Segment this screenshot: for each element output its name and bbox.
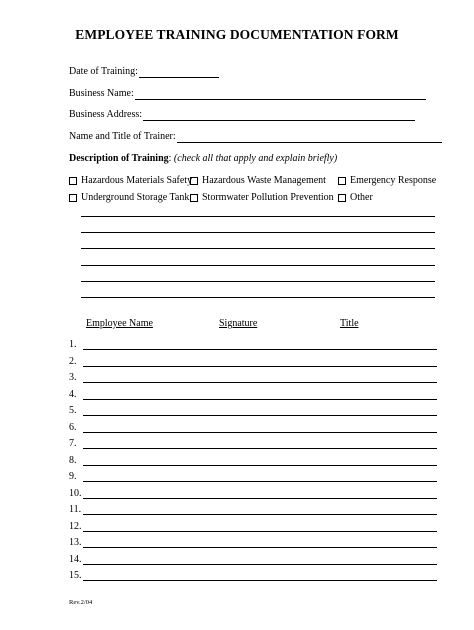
explanation-line[interactable] [81, 281, 435, 282]
employee-row-line[interactable] [83, 481, 437, 482]
row-number: 14. [69, 554, 82, 565]
checkbox-square-icon[interactable] [338, 177, 346, 185]
row-number: 8. [69, 455, 77, 466]
checkbox-square-icon[interactable] [69, 177, 77, 185]
employee-row-line[interactable] [83, 547, 437, 548]
row-number: 5. [69, 405, 77, 416]
business-name-label: Business Name: [69, 88, 134, 99]
trainer-row [69, 131, 442, 143]
explanation-line[interactable] [81, 232, 435, 233]
employee-row-line[interactable] [83, 415, 437, 416]
checkbox-stormwater-pollution-prevention[interactable] [190, 192, 334, 203]
business-address-row [69, 109, 415, 121]
employee-row [69, 521, 81, 533]
employee-row [69, 537, 81, 549]
checkbox-square-icon[interactable] [190, 194, 198, 202]
employee-row [69, 438, 81, 450]
explanation-line[interactable] [81, 216, 435, 217]
explanation-line[interactable] [81, 297, 435, 298]
employee-row-line[interactable] [83, 514, 437, 515]
employee-name-header: Employee Name [86, 318, 153, 329]
employee-row [69, 471, 81, 483]
trainer-field[interactable] [177, 133, 442, 143]
signature-header: Signature [219, 318, 258, 329]
employee-row [69, 488, 81, 500]
employee-row-line[interactable] [83, 382, 437, 383]
checkbox-hazardous-waste-management[interactable] [190, 175, 326, 186]
checkbox-other[interactable] [338, 192, 373, 203]
checkbox-label: Hazardous Waste Management [202, 175, 326, 186]
checkbox-label: Stormwater Pollution Prevention [202, 192, 334, 203]
row-number: 3. [69, 372, 77, 383]
employee-row-line[interactable] [83, 432, 437, 433]
revision-note: Rev.2/04 [69, 599, 93, 606]
title-header: Title [340, 318, 359, 329]
row-number: 2. [69, 356, 77, 367]
business-address-field[interactable] [143, 111, 415, 121]
description-hint: (check all that apply and explain briefly) [173, 153, 338, 164]
checkbox-square-icon[interactable] [69, 194, 77, 202]
row-number: 9. [69, 471, 77, 482]
employee-row [69, 339, 81, 351]
employee-row [69, 356, 81, 368]
employee-row-line[interactable] [83, 399, 437, 400]
description-label: Description of Training [69, 153, 169, 164]
employee-row-line[interactable] [83, 531, 437, 532]
checkbox-underground-storage-tank[interactable] [69, 192, 189, 203]
explanation-line[interactable] [81, 265, 435, 266]
employee-row [69, 422, 81, 434]
checkbox-label: Other [350, 192, 373, 203]
employee-row [69, 570, 81, 582]
employee-row [69, 405, 81, 417]
row-number: 6. [69, 422, 77, 433]
description-colon: : [168, 153, 174, 164]
form-title: EMPLOYEE TRAINING DOCUMENTATION FORM [75, 27, 399, 42]
employee-row-line[interactable] [83, 465, 437, 466]
checkbox-label: Hazardous Materials Safety [81, 175, 193, 186]
employee-row-line[interactable] [83, 498, 437, 499]
employee-row [69, 389, 81, 401]
row-number: 7. [69, 438, 77, 449]
row-number: 1. [69, 339, 77, 350]
employee-row-line[interactable] [83, 564, 437, 565]
row-number: 15. [69, 570, 82, 581]
checkbox-hazardous-materials-safety[interactable] [69, 175, 192, 186]
employee-row [69, 504, 81, 516]
date-of-training-label: Date of Training: [69, 66, 138, 77]
row-number: 4. [69, 389, 77, 400]
row-number: 10. [69, 488, 82, 499]
trainer-label: Name and Title of Trainer: [69, 131, 176, 142]
business-address-label: Business Address: [69, 109, 143, 120]
employee-row [69, 554, 81, 566]
row-number: 12. [69, 521, 82, 532]
business-name-row [69, 88, 426, 100]
row-number: 11. [69, 504, 82, 515]
checkbox-emergency-response[interactable] [338, 175, 436, 186]
checkbox-square-icon[interactable] [190, 177, 198, 185]
employee-row [69, 455, 81, 467]
row-number: 13. [69, 537, 82, 548]
employee-row-line[interactable] [83, 448, 437, 449]
description-heading [69, 153, 337, 164]
checkbox-label: Emergency Response [350, 175, 437, 186]
business-name-field[interactable] [135, 90, 426, 100]
checkbox-square-icon[interactable] [338, 194, 346, 202]
date-of-training-row [69, 66, 219, 78]
checkbox-label: Underground Storage Tank [81, 192, 190, 203]
employee-row-line[interactable] [83, 580, 437, 581]
date-of-training-field[interactable] [139, 68, 219, 78]
employee-row [69, 372, 81, 384]
employee-row-line[interactable] [83, 349, 437, 350]
employee-row-line[interactable] [83, 366, 437, 367]
explanation-line[interactable] [81, 248, 435, 249]
